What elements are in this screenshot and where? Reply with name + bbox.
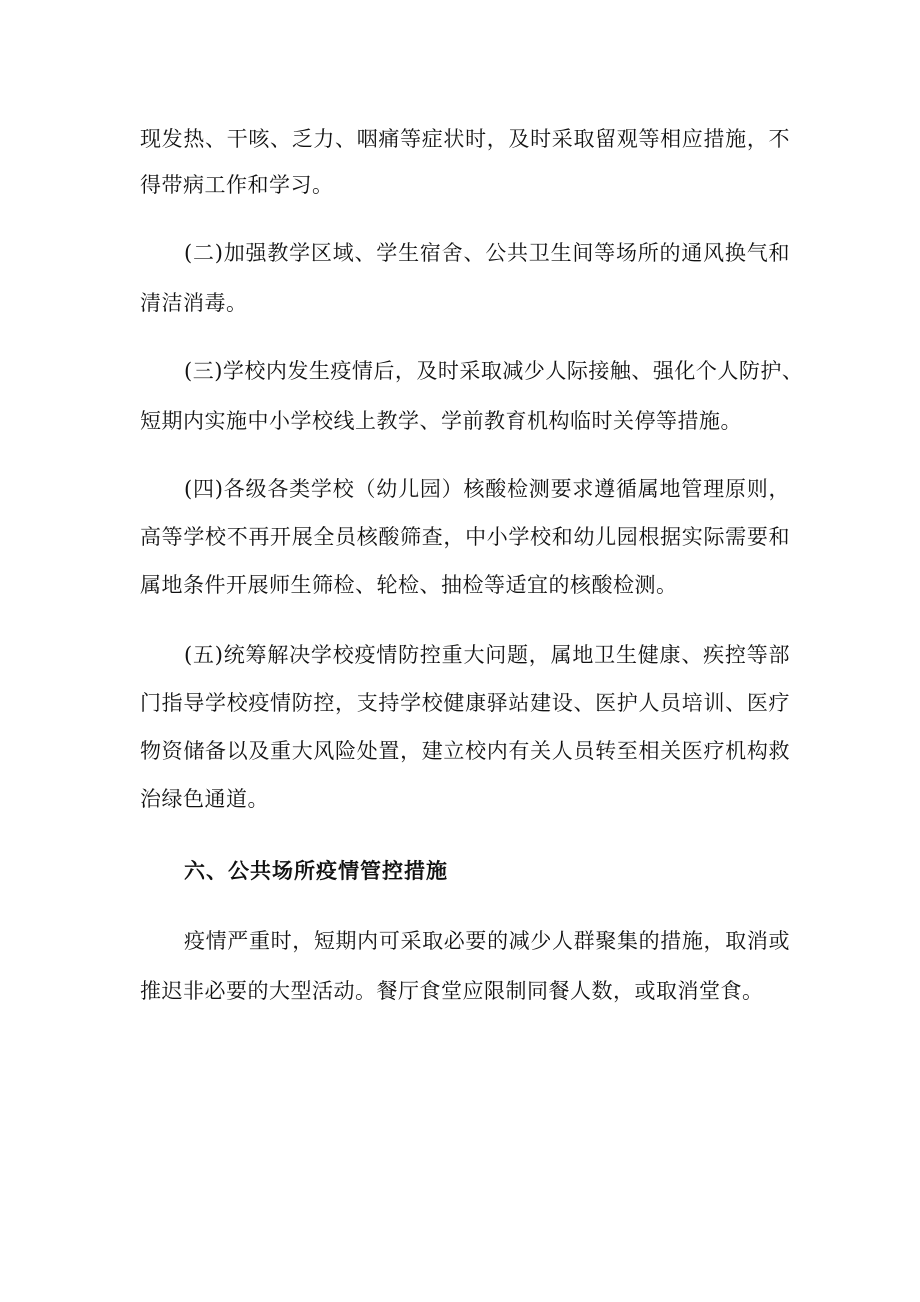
paragraph-5-line-1: (五)统筹解决学校疫情防控重大问题，属地卫生健康、疾控等部 bbox=[184, 643, 790, 667]
paragraph-4-line-3: 属地条件开展师生筛检、轮检、抽检等适宜的核酸检测。 bbox=[140, 573, 678, 597]
paragraph-1-line-1: 现发热、干咳、乏力、咽痛等症状时，及时采取留观等相应措施，不 bbox=[140, 127, 790, 151]
paragraph-3-line-2: 短期内实施中小学校线上教学、学前教育机构临时关停等措施。 bbox=[140, 409, 742, 433]
paragraph-1-line-2: 得带病工作和学习。 bbox=[140, 173, 334, 197]
final-paragraph-line-2: 推迟非必要的大型活动。餐厅食堂应限制同餐人数，或取消堂食。 bbox=[140, 979, 764, 1003]
paragraph-2-line-1: (二)加强教学区域、学生宿舍、公共卫生间等场所的通风换气和 bbox=[184, 241, 790, 265]
paragraph-4-line-1: (四)各级各类学校（幼儿园）核酸检测要求遵循属地管理原则， bbox=[184, 477, 790, 501]
paragraph-2-line-2: 清洁消毒。 bbox=[140, 291, 248, 315]
paragraph-5-line-3: 物资储备以及重大风险处置，建立校内有关人员转至相关医疗机构救 bbox=[140, 739, 790, 763]
paragraph-5-line-2: 门指导学校疫情防控，支持学校健康驿站建设、医护人员培训、医疗 bbox=[140, 691, 790, 715]
section-heading: 六、公共场所疫情管控措施 bbox=[184, 859, 448, 883]
paragraph-3-line-1: (三)学校内发生疫情后，及时采取减少人际接触、强化个人防护、 bbox=[184, 359, 804, 383]
paragraph-4-line-2: 高等学校不再开展全员核酸筛查，中小学校和幼儿园根据实际需要和 bbox=[140, 525, 790, 549]
final-paragraph-line-1: 疫情严重时，短期内可采取必要的减少人群聚集的措施，取消或 bbox=[184, 929, 790, 953]
paragraph-5-line-4: 治绿色通道。 bbox=[140, 787, 269, 811]
